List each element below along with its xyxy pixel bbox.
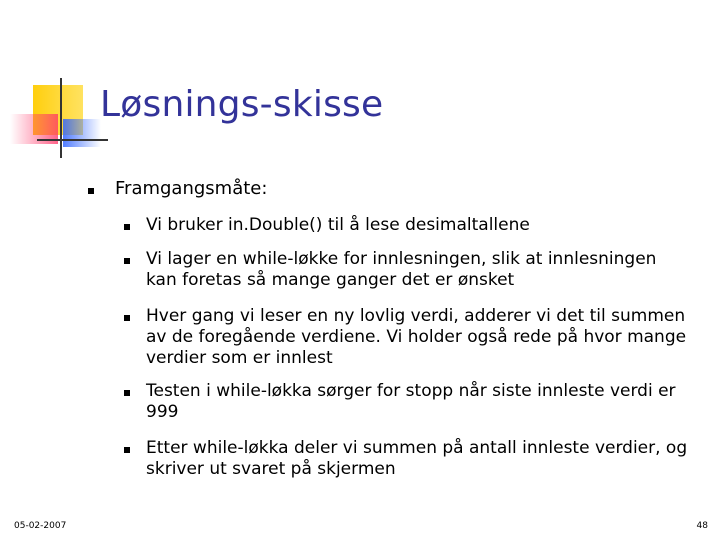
bullet-marker (124, 315, 130, 321)
slide-title: Løsnings-skisse (100, 84, 384, 125)
level1-bullet (88, 188, 94, 194)
bullet-marker (124, 224, 130, 230)
bullet-marker (124, 447, 130, 453)
page-number: 48 (696, 521, 708, 531)
bullet-item: Hver gang vi leser en ny lovlig verdi, adderer vi det til summen av de foregående verdiene. Vi holder også rede på hvor mange verdier som er innlest (146, 306, 687, 368)
level1-label: Framgangsmåte: (115, 178, 268, 199)
deco-blue-bar (63, 119, 101, 147)
bullet-marker (124, 390, 130, 396)
bullet-item: Vi lager en while-løkke for innlesningen, slik at innlesningen kan foretas så mange ganger det er ønsket (146, 249, 657, 290)
bullet-marker (124, 258, 130, 264)
footer-date: 05-02-2007 (14, 521, 67, 531)
bullet-item: Testen i while-løkka sørger for stopp når siste innleste verdi er 999 (146, 381, 676, 422)
bullet-item: Vi bruker in.Double() til å lese desimaltallene (146, 215, 530, 235)
bullet-item: Etter while-løkka deler vi summen på antall innleste verdier, og skriver ut svaret på skjermen (146, 438, 688, 479)
